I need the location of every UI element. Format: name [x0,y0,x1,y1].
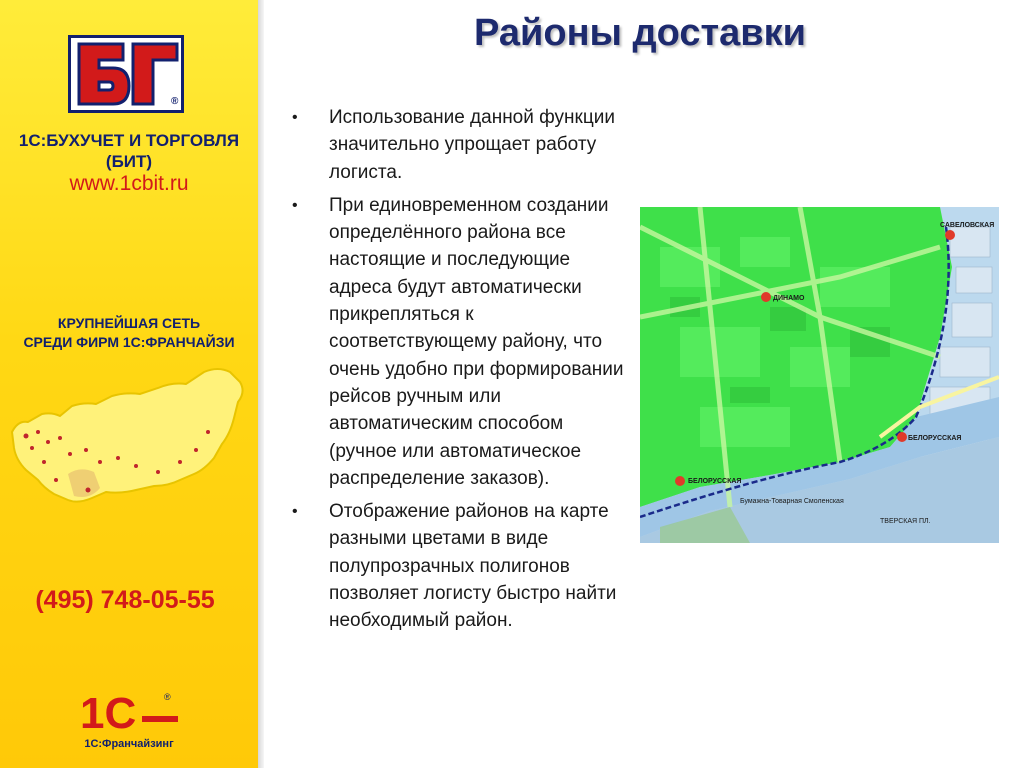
bullet-marker: • [292,503,298,521]
bullet-marker: • [292,196,298,214]
onec-registered-mark: ® [164,692,171,702]
network-slogan-line1: КРУПНЕЙШАЯ СЕТЬ [57,315,201,331]
russia-map-icon [8,362,252,522]
bullet-text: При единовременном создании определённого района все настоящие и последующие адреса будут автоматически прикрепляться к соответствующему району, что очень удобно при формировании рейсов ручным или автоматическим способом (ручное или автоматическое распределение заказов). [329,194,624,489]
brand-name-line1: 1С:БУХУЧЕТ И ТОРГОВЛЯ [18,131,240,150]
brand-name-line2: (БИТ) [105,152,153,171]
onec-caption: 1С:Франчайзинг [84,738,174,750]
map-label-belorusskaya-2: БЕЛОРУССКАЯ [688,478,742,485]
map-label-smolenskaya: Бумажна-Товарная Смоленская [740,498,844,505]
bullet-marker: • [292,109,298,126]
bullet-text: Отображение районов на карте разными цветами в виде полупрозрачных полигонов позволяет логисту быстро найти необходимый район. [329,501,617,632]
bullet-item [292,498,632,634]
map-label-belorusskaya: БЕЛОРУССКАЯ [908,435,962,442]
bullet-item [292,192,632,492]
network-slogan-line2: СРЕДИ ФИРМ 1С:ФРАНЧАЙЗИ [23,334,235,350]
onec-logo [78,688,182,736]
bullet-text: Использование данной функции значительно упрощает работу логиста. [329,107,615,183]
onec-logo-text: 1С [80,689,137,736]
map-label-savelovskaya: САВЕЛОВСКАЯ [940,222,995,229]
sidebar-divider [258,0,264,768]
bit-logo [68,35,184,113]
bullet-list [292,104,632,641]
delivery-zone-map[interactable] [640,207,999,543]
map-label-tverskaya: ТВЕРСКАЯ ПЛ. [880,518,931,525]
sidebar [0,0,258,768]
map-label-dinamo: ДИНАМО [773,295,805,302]
registered-mark: ® [171,96,179,107]
phone-number: (495) 748-05-55 [35,586,215,614]
bullet-item [292,104,632,186]
network-slogan [0,314,258,352]
website-link[interactable]: www.1cbit.ru [69,172,189,195]
page-title: Районы доставки [474,12,806,54]
